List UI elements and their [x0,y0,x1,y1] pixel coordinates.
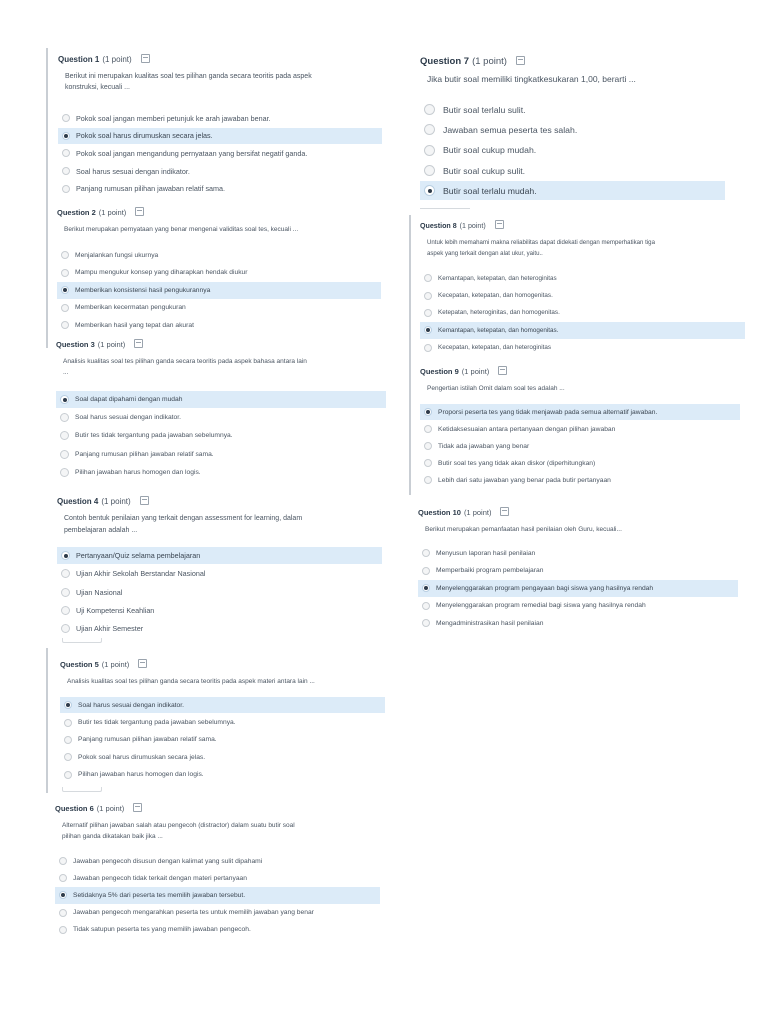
question-prompt [64,224,381,235]
radio-unselected-icon[interactable] [424,309,432,317]
answer-option[interactable] [60,732,385,748]
answer-option[interactable] [420,404,740,420]
question-header [57,206,381,219]
answer-option[interactable] [56,427,386,444]
radio-unselected-icon[interactable] [61,569,70,578]
radio-unselected-icon[interactable] [60,450,69,459]
answer-option[interactable] [420,120,725,139]
answer-option-label: Pokok soal harus dirumuskan secara jelas. [78,753,206,761]
question-header [58,53,382,66]
answer-option-label: Jawaban pengecoh disusun dengan kalimat yang sulit dipahami [73,857,263,865]
question-prompt-line: Analisis kualitas soal tes pilihan ganda secara teoritis pada aspek materi antara lain ... [67,678,315,685]
question-prompt [67,676,385,687]
answer-option-label: Soal harus sesuai dengan indikator. [76,166,190,176]
answer-option-label: Menjalankan fungsi ukurnya [75,251,159,259]
answer-option-label: Pertanyaan/Quiz selama pembelajaran [76,551,201,561]
answer-option[interactable] [418,615,738,632]
radio-unselected-icon[interactable] [60,431,69,440]
answer-option-label: Proporsi peserta tes yang tidak menjawab pada semua alternatif jawaban. [438,408,658,416]
question-card [418,506,738,627]
answer-option-label: Pokok soal jangan mengandung pernyataan yang bersifat negatif ganda. [76,148,308,158]
bookmark-icon[interactable] [135,207,144,216]
answer-option-label: Uji Kompetensi Keahlian [76,606,155,616]
bookmark-icon[interactable] [140,496,149,505]
left-edge-line [46,48,48,348]
question-points: (1 point) [459,221,486,230]
question-prompt-line: Untuk lebih memahami makna reliabilitas dapat didekati dengan memperhatikan tiga [427,239,655,246]
question-points: (1 point) [472,55,507,67]
question-points: (1 point) [96,804,125,813]
question-prompt-line: Alternatif pilihan jawaban salah atau pengecoh (distractor) dalam suatu butir soal [62,822,295,829]
answer-option[interactable] [60,749,385,765]
answer-options [60,697,385,784]
question-number: Question 8 [420,221,457,230]
answer-option[interactable] [55,905,380,921]
answer-option-label: Jawaban semua peserta tes salah. [443,124,578,135]
answer-option-label: Kecepatan, ketepatan, dan homogenitas. [438,292,553,300]
radio-selected-icon[interactable] [422,584,430,592]
answer-option-label: Soal harus sesuai dengan indikator. [78,701,184,709]
answer-options [420,100,725,201]
radio-unselected-icon[interactable] [62,149,70,157]
answer-options [57,247,381,335]
question-points: (1 point) [101,496,131,506]
question-card [60,658,385,779]
question-header [418,506,738,519]
question-card [58,53,382,194]
answer-option[interactable] [56,464,386,481]
answer-options [420,270,745,357]
radio-selected-icon[interactable] [424,185,435,196]
radio-unselected-icon[interactable] [62,167,70,175]
radio-unselected-icon[interactable] [64,719,72,727]
answer-option[interactable] [55,887,380,903]
answer-option-label: Butir soal cukup mudah. [443,145,537,156]
question-prompt-line: Berikut ini merupakan kualitas soal tes pilihan ganda secara teoritis pada aspek [65,73,312,80]
question-prompt-line: Analisis kualitas soal tes pilihan ganda secara teoritis pada aspek bahasa antara lain [63,358,307,365]
answer-option-label: Pokok soal harus dirumuskan secara jelas. [76,131,213,141]
radio-selected-icon[interactable] [61,551,70,560]
answer-options [420,404,740,489]
radio-unselected-icon[interactable] [61,624,70,633]
radio-unselected-icon[interactable] [64,771,72,779]
question-prompt [64,513,382,537]
radio-unselected-icon[interactable] [424,274,432,282]
answer-option[interactable] [420,287,745,303]
answer-option[interactable] [57,282,381,299]
radio-unselected-icon[interactable] [61,606,70,615]
answer-options [57,547,382,638]
radio-unselected-icon[interactable] [424,145,435,156]
answer-option-label: Butir soal terlalu sulit. [443,104,526,115]
radio-unselected-icon[interactable] [61,321,69,329]
question-prompt [427,383,740,394]
radio-selected-icon[interactable] [61,286,69,294]
radio-selected-icon[interactable] [64,701,72,709]
answer-option[interactable] [418,545,738,562]
question-points: (1 point) [102,55,132,64]
answer-option-label: Butir soal tes yang tidak akan diskor (diperhitungkan) [438,459,596,467]
question-prompt [62,820,380,842]
answer-option-label: Tidak satupun peserta tes yang memilih jawaban pengecoh. [73,926,251,934]
answer-option[interactable] [58,163,382,180]
answer-option-label: Pokok soal jangan memberi petunjuk ke arah jawaban benar. [76,113,271,123]
radio-unselected-icon[interactable] [59,857,67,865]
answer-option-label: Panjang rumusan pilihan jawaban relatif sama. [76,184,226,194]
answer-option[interactable] [58,128,382,145]
answer-option[interactable] [57,565,382,582]
radio-unselected-icon[interactable] [61,304,69,312]
question-number: Question 10 [418,508,461,517]
question-header [57,494,382,508]
answer-option[interactable] [418,598,738,615]
answer-option[interactable] [55,922,380,938]
answer-option[interactable] [57,265,381,282]
answer-option[interactable] [420,455,740,471]
answer-option[interactable] [57,602,382,619]
bookmark-icon[interactable] [500,507,509,516]
question-prompt [427,73,725,85]
radio-unselected-icon[interactable] [422,602,430,610]
answer-option[interactable] [60,697,385,713]
radio-unselected-icon[interactable] [422,549,430,557]
question-points: (1 point) [101,660,130,669]
radio-unselected-icon[interactable] [64,753,72,761]
answer-option-label: Butir tes tidak tergantung pada jawaban sebelumnya. [75,432,233,440]
answer-option[interactable] [56,446,386,463]
radio-unselected-icon[interactable] [422,619,430,627]
radio-unselected-icon[interactable] [60,468,69,477]
separator [420,208,470,209]
answer-option[interactable] [420,270,745,286]
question-prompt [65,71,382,93]
question-header [420,219,745,232]
question-prompt-line: ... [63,369,69,376]
radio-unselected-icon[interactable] [424,459,432,467]
answer-option[interactable] [420,181,725,200]
question-prompt-line: Jika butir soal memiliki tingkatkesukaran 1,00, berarti ... [427,74,636,84]
question-header [55,802,380,815]
answer-option[interactable] [418,580,738,597]
radio-unselected-icon[interactable] [59,909,67,917]
bookmark-icon[interactable] [516,56,525,65]
question-header [60,658,385,671]
question-header [420,54,725,68]
answer-option-label: Lebih dari satu jawaban yang benar pada butir pertanyaan [438,476,611,484]
answer-option-label: Butir soal cukup sulit. [443,165,526,176]
radio-unselected-icon[interactable] [62,185,70,193]
question-number: Question 1 [58,55,100,64]
left-edge-line [46,648,48,793]
radio-unselected-icon[interactable] [424,442,432,450]
question-points: (1 point) [97,340,126,349]
question-card [57,494,382,634]
answer-option[interactable] [55,853,380,869]
answer-option[interactable] [420,421,740,437]
answer-option-label: Mampu mengukur konsep yang diharapkan hendak diukur [75,269,248,277]
radio-unselected-icon[interactable] [61,269,69,277]
answer-option[interactable] [57,547,382,564]
question-prompt-line: Pengertian istilah Omit dalam soal tes adalah ... [427,385,565,392]
answer-option[interactable] [420,340,745,356]
answer-option[interactable] [57,317,381,334]
answer-option[interactable] [57,620,382,637]
question-card [420,365,740,484]
answer-option-label: Memperbaiki program pembelajaran [436,567,544,575]
answer-option[interactable] [57,247,381,264]
question-number: Question 4 [57,496,99,506]
answer-option[interactable] [57,300,381,317]
answer-option-label: Ujian Akhir Sekolah Berstandar Nasional [76,569,206,579]
question-card [420,54,725,196]
answer-option-label: Ujian Akhir Semester [76,624,144,634]
answer-option-label: Mengadministrasikan hasil penilaian [436,619,544,627]
radio-unselected-icon[interactable] [424,292,432,300]
answer-option-label: Panjang rumusan pilihan jawaban relatif sama. [78,736,217,744]
radio-selected-icon[interactable] [424,408,432,416]
question-header [420,365,740,378]
separator [62,638,102,643]
question-number: Question 5 [60,660,99,669]
answer-option-label: Menyelenggarakan program remedial bagi siswa yang hasilnya rendah [436,602,646,610]
question-number: Question 9 [420,367,459,376]
bookmark-icon[interactable] [138,659,147,668]
radio-selected-icon[interactable] [59,891,67,899]
answer-option[interactable] [420,305,745,321]
question-prompt-line: aspek yang terkait dengan alat ukur, yaitu.. [427,250,543,257]
radio-unselected-icon[interactable] [64,736,72,744]
separator [62,787,102,792]
answer-option-label: Ketidaksesuaian antara pertanyaan dengan pilihan jawaban [438,425,616,433]
answer-option-label: Jawaban pengecoh tidak terkait dengan materi pertanyaan [73,874,247,882]
question-prompt-line: pembelajaran adalah ... [64,527,138,534]
bookmark-icon[interactable] [495,220,504,229]
question-header [56,338,386,351]
answer-option-label: Setidaknya 5% dari peserta tes memilih jawaban tersebut. [73,891,246,899]
answer-option-label: Kemantapan, ketepatan, dan heteroginitas [438,274,557,282]
answer-option[interactable] [420,161,725,180]
bookmark-icon[interactable] [134,339,143,348]
answer-option-label: Pilihan jawaban harus homogen dan logis. [75,468,201,476]
radio-selected-icon[interactable] [60,395,69,404]
answer-option-label: Butir soal terlalu mudah. [443,185,537,196]
answer-option-label: Memberikan hasil yang tepat dan akurat [75,321,194,329]
answer-options [56,391,386,482]
answer-option[interactable] [56,409,386,426]
question-card [420,219,745,352]
answer-option-label: Memberikan kecermatan pengukuran [75,304,186,312]
question-number: Question 2 [57,208,96,217]
answer-option-label: Panjang rumusan pilihan jawaban relatif sama. [75,450,214,458]
question-prompt [63,356,386,378]
question-number: Question 7 [420,55,470,67]
answer-option-label: Menyusun laporan hasil penilaian [436,549,536,557]
answer-option[interactable] [60,767,385,783]
answer-option[interactable] [420,472,740,488]
radio-unselected-icon[interactable] [60,413,69,422]
answer-option[interactable] [418,563,738,580]
question-prompt-line: konstruksi, kecuali ... [65,84,130,91]
answer-option-label: Memberikan konsistensi hasil pengukurannya [75,286,211,294]
answer-option-label: Soal harus sesuai dengan indikator. [75,414,181,422]
answer-option-label: Tidak ada jawaban yang benar [438,442,530,450]
radio-selected-icon[interactable] [424,326,432,334]
answer-option[interactable] [58,145,382,162]
answer-option[interactable] [58,180,382,197]
radio-unselected-icon[interactable] [61,251,69,259]
question-prompt [425,524,738,535]
answer-option-label: Pilihan jawaban harus homogen dan logis. [78,771,204,779]
answer-option-label: Kecepatan, ketepatan, dan heteroginitas [438,344,552,352]
bookmark-icon[interactable] [133,803,142,812]
radio-selected-icon[interactable] [62,132,70,140]
answer-option-label: Soal dapat dipahami dengan mudah [75,396,183,404]
radio-unselected-icon[interactable] [61,588,70,597]
radio-unselected-icon[interactable] [62,114,70,122]
answer-option[interactable] [420,100,725,119]
question-card [56,338,386,476]
left-edge-line [409,215,411,495]
question-card [55,802,380,934]
answer-option[interactable] [420,438,740,454]
question-points: (1 point) [461,367,490,376]
question-prompt-line: Berikut merupakan pernyataan yang benar mengenai validitas soal tes, kecuali ... [64,226,299,233]
answer-options [58,110,382,198]
answer-option-label: Jawaban pengecoh mengarahkan peserta tes untuk memilih jawaban yang benar [73,909,314,917]
answer-option-label: Butir tes tidak tergantung pada jawaban sebelumnya. [78,719,236,727]
radio-unselected-icon[interactable] [424,104,435,115]
answer-option[interactable] [420,141,725,160]
bookmark-icon[interactable] [498,366,507,375]
answer-option[interactable] [57,584,382,601]
question-prompt-line: Berikut merupakan pemanfaatan hasil penilaian oleh Guru, kecuali... [425,526,622,533]
answer-option[interactable] [55,870,380,886]
bookmark-icon[interactable] [141,54,150,63]
question-number: Question 3 [56,340,95,349]
question-prompt-line: Contoh bentuk penilaian yang terkait dengan assessment for learning, dalam [64,515,303,522]
question-points: (1 point) [98,208,127,217]
radio-unselected-icon[interactable] [424,165,435,176]
radio-unselected-icon[interactable] [424,124,435,135]
answer-option-label: Menyelenggarakan program pengayaan bagi siswa yang hasilnya rendah [436,584,654,592]
radio-unselected-icon[interactable] [424,476,432,484]
question-card [57,206,381,329]
radio-unselected-icon[interactable] [59,926,67,934]
answer-option[interactable] [60,714,385,730]
radio-unselected-icon[interactable] [59,874,67,882]
question-number: Question 6 [55,804,94,813]
radio-unselected-icon[interactable] [422,567,430,575]
answer-option[interactable] [58,110,382,127]
answer-option-label: Ujian Nasional [76,587,123,597]
answer-option[interactable] [420,322,745,338]
radio-unselected-icon[interactable] [424,344,432,352]
answer-options [55,853,380,939]
answer-options [418,545,738,633]
radio-unselected-icon[interactable] [424,425,432,433]
answer-option-label: Kemantapan, ketepatan, dan homogenitas. [438,326,559,334]
question-prompt-line: pilihan ganda dikatakan baik jika ... [62,833,163,840]
answer-option-label: Ketepatan, heteroginitas, dan homogenitas. [438,309,560,317]
question-prompt [427,237,745,259]
answer-option[interactable] [56,391,386,408]
question-points: (1 point) [463,508,492,517]
